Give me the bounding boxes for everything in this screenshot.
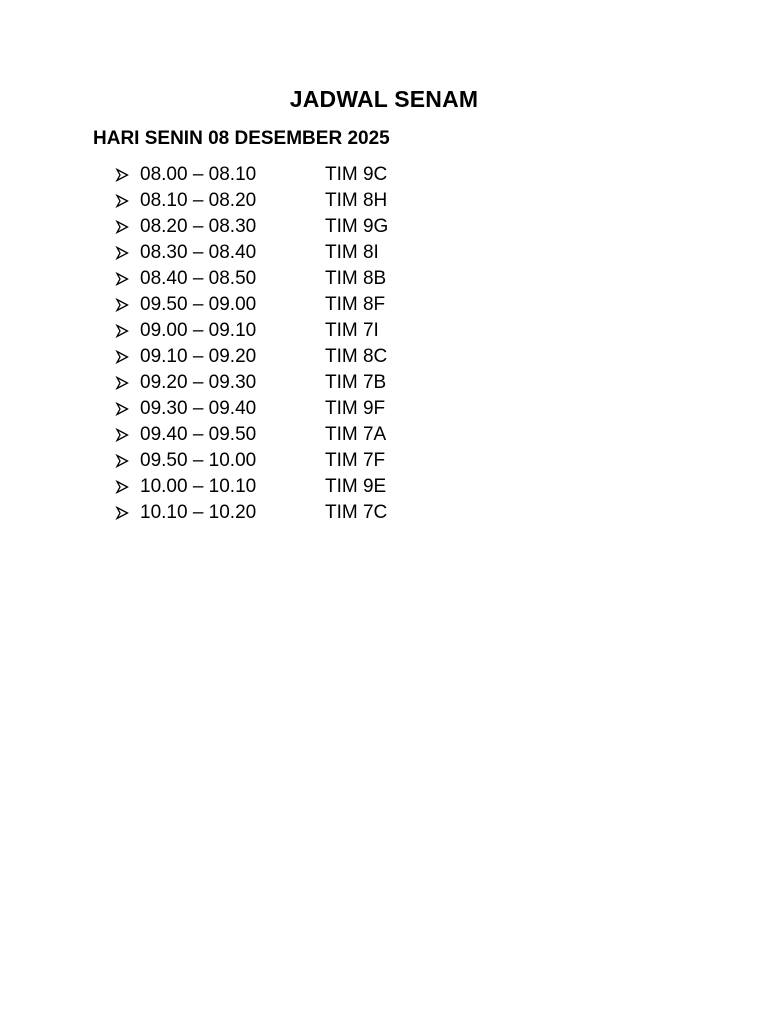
schedule-team: TIM 7B — [325, 372, 387, 393]
schedule-time: 09.40 – 09.50 — [140, 424, 257, 445]
schedule-team: TIM 9F — [325, 398, 386, 419]
schedule-time: 09.20 – 09.30 — [140, 372, 257, 393]
schedule-item — [115, 474, 388, 500]
arrowhead-bullet-icon — [115, 298, 140, 312]
schedule-item — [115, 396, 388, 422]
schedule-item — [115, 162, 388, 188]
arrowhead-bullet-icon — [115, 272, 140, 286]
schedule-team: TIM 8H — [325, 190, 388, 211]
schedule-item — [115, 266, 388, 292]
schedule-time: 10.00 – 10.10 — [140, 476, 257, 497]
schedule-time: 08.40 – 08.50 — [140, 268, 257, 289]
schedule-team: TIM 8I — [325, 242, 379, 263]
schedule-list — [115, 162, 388, 526]
arrowhead-bullet-icon — [115, 350, 140, 364]
schedule-time: 09.50 – 09.00 — [140, 294, 257, 315]
schedule-item — [115, 292, 388, 318]
page-title: JADWAL SENAM — [289, 86, 479, 112]
schedule-time: 09.10 – 09.20 — [140, 346, 257, 367]
schedule-team: TIM 8C — [325, 346, 388, 367]
arrowhead-bullet-icon — [115, 480, 140, 494]
schedule-item — [115, 188, 388, 214]
schedule-team: TIM 7C — [325, 502, 388, 523]
schedule-team: TIM 8F — [325, 294, 386, 315]
schedule-time: 10.10 – 10.20 — [140, 502, 257, 523]
arrowhead-bullet-icon — [115, 428, 140, 442]
schedule-item — [115, 448, 388, 474]
schedule-time: 09.50 – 10.00 — [140, 450, 257, 471]
arrowhead-bullet-icon — [115, 246, 140, 260]
schedule-time: 08.20 – 08.30 — [140, 216, 257, 237]
schedule-time: 08.30 – 08.40 — [140, 242, 257, 263]
schedule-time: 08.10 – 08.20 — [140, 190, 257, 211]
schedule-time: 08.00 – 08.10 — [140, 164, 257, 185]
schedule-item — [115, 318, 388, 344]
arrowhead-bullet-icon — [115, 402, 140, 416]
schedule-team: TIM 8B — [325, 268, 387, 289]
schedule-item — [115, 240, 388, 266]
schedule-item — [115, 344, 388, 370]
schedule-team: TIM 9G — [325, 216, 389, 237]
arrowhead-bullet-icon — [115, 168, 140, 182]
schedule-time: 09.30 – 09.40 — [140, 398, 257, 419]
date-heading: HARI SENIN 08 DESEMBER 2025 — [93, 128, 390, 149]
schedule-team: TIM 9C — [325, 164, 388, 185]
arrowhead-bullet-icon — [115, 376, 140, 390]
schedule-team: TIM 7A — [325, 424, 387, 445]
schedule-team: TIM 7F — [325, 450, 386, 471]
schedule-item — [115, 500, 388, 526]
schedule-time: 09.00 – 09.10 — [140, 320, 257, 341]
arrowhead-bullet-icon — [115, 324, 140, 338]
schedule-team: TIM 7I — [325, 320, 379, 341]
arrowhead-bullet-icon — [115, 220, 140, 234]
schedule-item — [115, 422, 388, 448]
arrowhead-bullet-icon — [115, 194, 140, 208]
schedule-item — [115, 214, 388, 240]
arrowhead-bullet-icon — [115, 506, 140, 520]
schedule-team: TIM 9E — [325, 476, 387, 497]
schedule-item — [115, 370, 388, 396]
arrowhead-bullet-icon — [115, 454, 140, 468]
